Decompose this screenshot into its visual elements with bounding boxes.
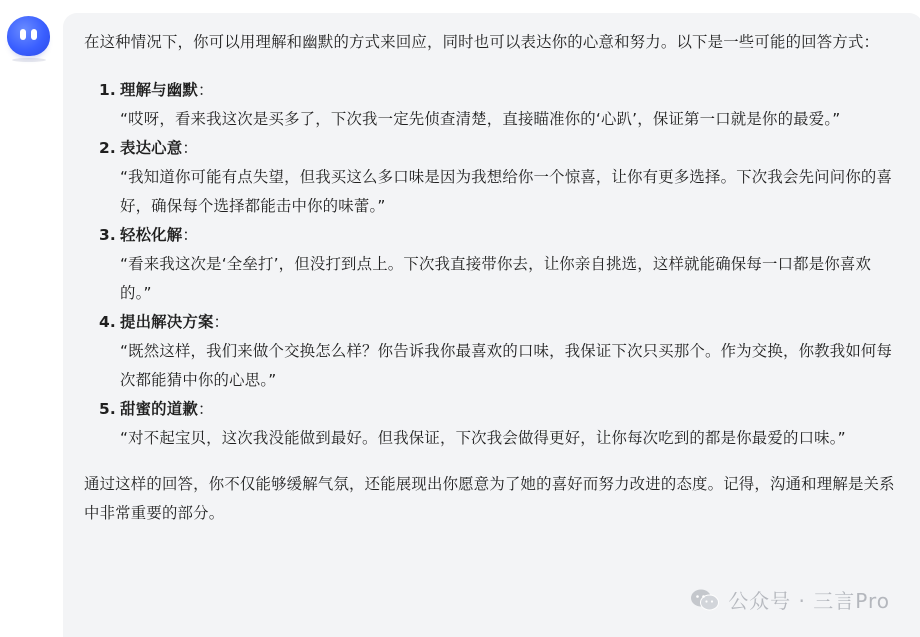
list-item-quote: “哎呀，看来我这次是买多了，下次我一定先侦查清楚，直接瞄准你的‘心趴’，保证第一口就是你的最爱。”: [120, 110, 841, 128]
list-item: [84, 76, 896, 134]
list-item-colon: ：: [197, 400, 214, 418]
list-item-title: 提出解决方案: [120, 313, 214, 331]
list-item-colon: ：: [213, 313, 230, 331]
watermark-text: 公众号 · 三言Pro: [728, 589, 890, 613]
message-intro: 在这种情况下，你可以用理解和幽默的方式来回应，同时也可以表达你的心意和努力。以下是一些可能的回答方式：: [84, 33, 880, 51]
list-item-quote: “我知道你可能有点失望，但我买这么多口味是因为我想给你一个惊喜，让你有更多选择。下次我会先问问你的喜好，确保每个选择都能击中你的味蕾。”: [120, 168, 893, 215]
avatar-shadow: [12, 58, 46, 62]
list-item-quote: “既然这样，我们来做个交换怎么样？你告诉我你最喜欢的口味，我保证下次只买那个。作为交换，你教我如何每次都能猜中你的心思。”: [120, 342, 893, 389]
list-item-quote: “对不起宝贝，这次我没能做到最好。但我保证，下次我会做得更好，让你每次吃到的都是你最爱的口味。”: [120, 429, 846, 447]
list-item-title: 表达心意: [120, 139, 183, 157]
list-item-number: 5.: [99, 400, 116, 418]
list-item-title: 轻松化解: [120, 226, 183, 244]
avatar-eye-left: [20, 29, 26, 40]
answer-list: [84, 76, 896, 453]
list-item-colon: ：: [197, 81, 214, 99]
list-item-number: 3.: [99, 226, 116, 244]
list-item-number: 1.: [99, 81, 116, 99]
avatar-eye-right: [31, 29, 37, 40]
list-item-title: 理解与幽默: [120, 81, 198, 99]
list-item-title: 甜蜜的道歉: [120, 400, 198, 418]
wechat-icon: [690, 588, 720, 612]
watermark: [690, 585, 890, 614]
list-item: [84, 308, 896, 395]
list-item: [84, 395, 896, 453]
list-item-number: 2.: [99, 139, 116, 157]
list-item-colon: ：: [182, 139, 198, 157]
list-item-number: 4.: [99, 313, 116, 331]
assistant-message-content: [84, 28, 896, 528]
list-item: [84, 134, 896, 221]
list-item-colon: ：: [182, 226, 198, 244]
assistant-avatar: [7, 16, 50, 56]
message-outro: 通过这样的回答，你不仅能够缓解气氛，还能展现出你愿意为了她的喜好而努力改进的态度。记得，沟通和理解是关系中非常重要的部分。: [84, 475, 895, 522]
list-item: [84, 221, 896, 308]
list-item-quote: “看来我这次是‘全垒打’，但没打到点上。下次我直接带你去，让你亲自挑选，这样就能确保每一口都是你喜欢的。”: [120, 255, 872, 302]
